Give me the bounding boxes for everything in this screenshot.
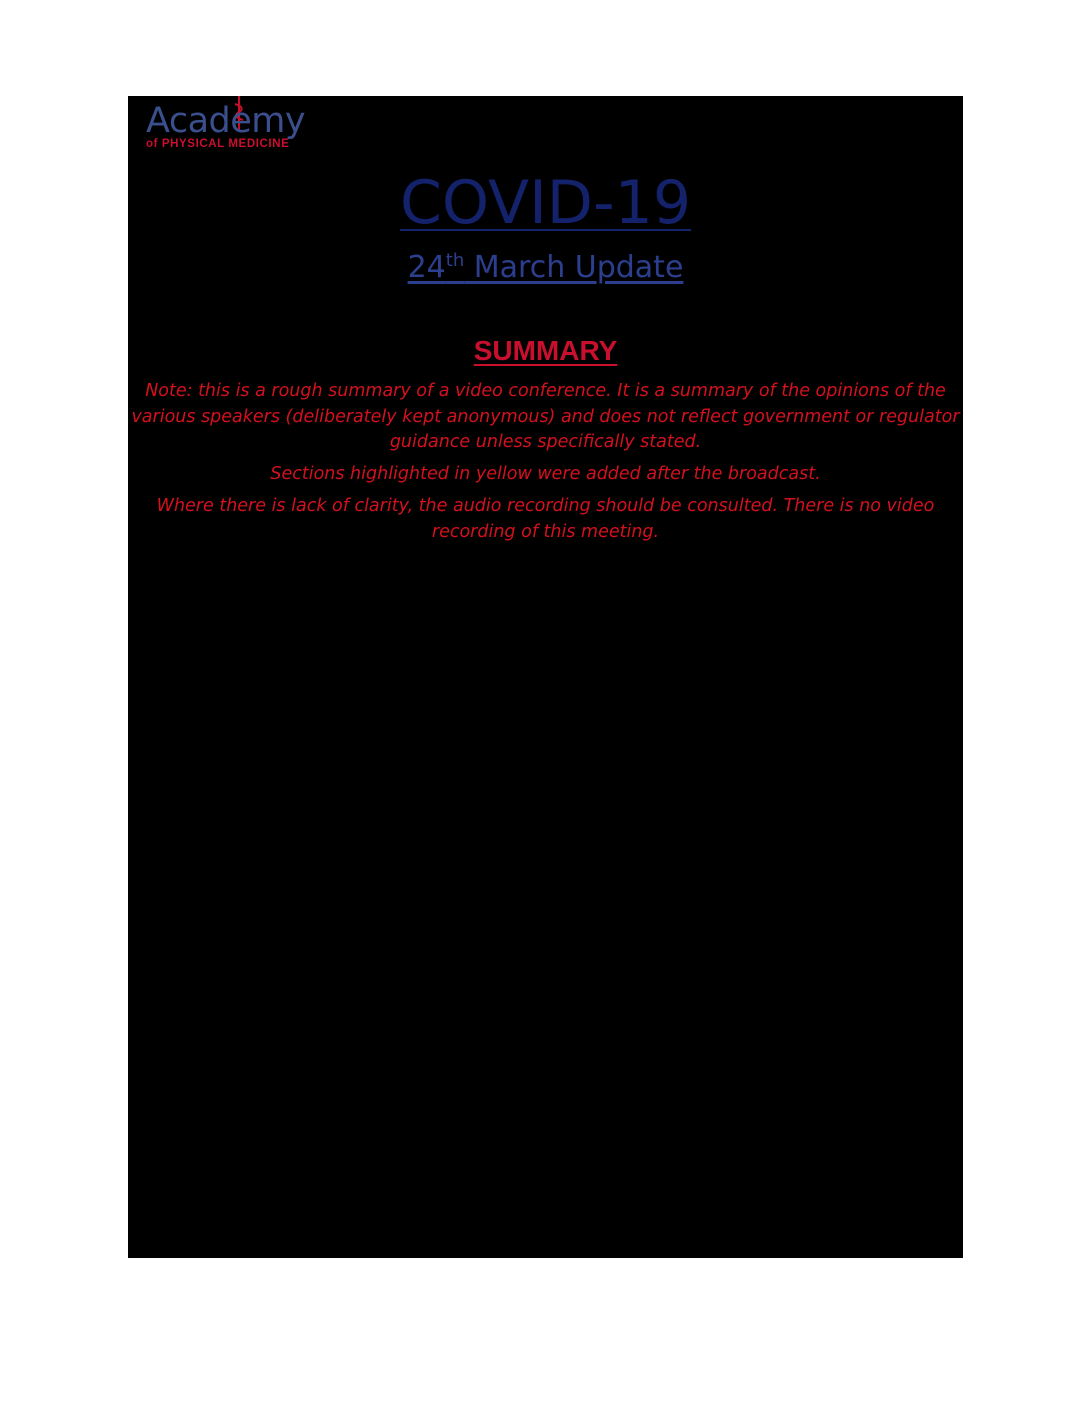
note-disclaimer: Note: this is a rough summary of a video conference. It is a summary of the opinions of the various speakers (deliberately kept anonymous) and does not reflect government or regulator guidance unless specifically stated. — [131, 381, 960, 452]
document-subtitle — [128, 250, 963, 286]
note-recording: Where there is lack of clarity, the audio recording should be consulted. There is no video recording of this meeting. — [156, 496, 935, 542]
logo-wordmark: Academy — [146, 101, 306, 141]
subtitle-ordinal: th — [445, 250, 465, 271]
subtitle-rest: March Update — [464, 250, 684, 285]
logo-subtitle: of PHYSICAL MEDICINE — [146, 138, 290, 150]
academy-logo — [146, 96, 346, 154]
subtitle-day: 24 — [407, 250, 446, 285]
note-highlight: Sections highlighted in yellow were added after the broadcast. — [270, 464, 821, 484]
summary-heading: SUMMARY — [473, 335, 618, 366]
document-title: COVID-19 — [399, 168, 691, 238]
